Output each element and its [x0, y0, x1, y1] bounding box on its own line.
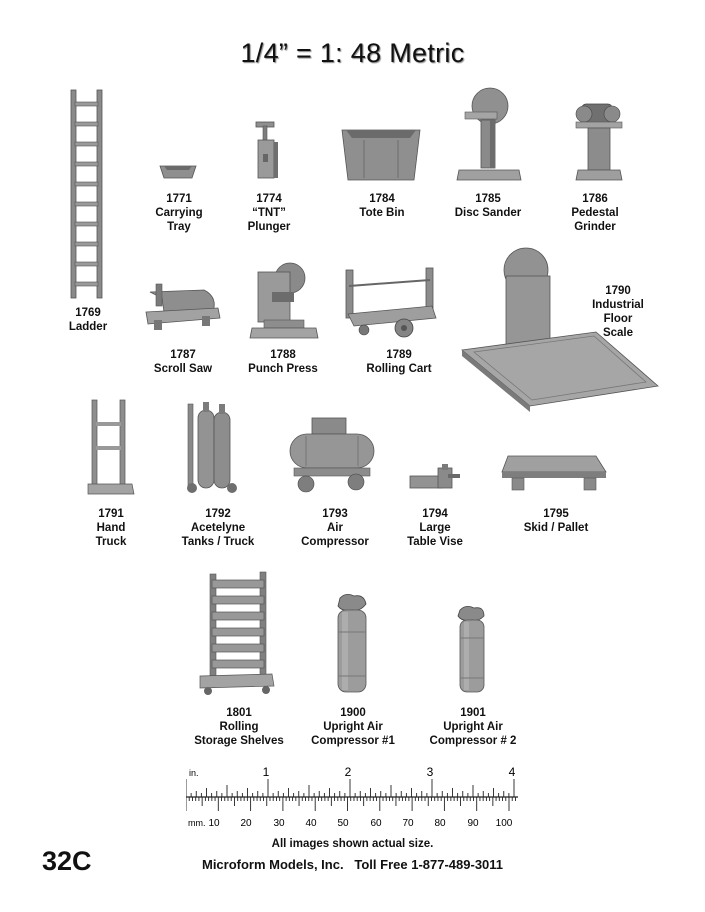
ruler-inch-unit: in. [189, 768, 199, 778]
pedestal-grinder-image [572, 100, 626, 182]
ruler-inch-label-1: 1 [262, 765, 270, 779]
label-1787: 1787 Scroll Saw [153, 349, 213, 375]
ruler-inch-label-2: 2 [344, 765, 352, 779]
label-1771: 1771 Carrying Tray [155, 193, 203, 233]
ruler-inch-label-3: 3 [426, 765, 434, 779]
label-1774: 1774 “TNT” Plunger [247, 193, 291, 233]
tote-bin-image [340, 124, 422, 182]
actual-size-note: All images shown actual size. [271, 838, 434, 850]
scroll-saw-image [144, 282, 222, 332]
label-1784: 1784 Tote Bin [359, 193, 405, 219]
ladder-image [68, 90, 108, 300]
hand-truck-image [86, 398, 136, 496]
upright-air-compressor-1-image [330, 592, 374, 694]
page-number: 32C [42, 846, 92, 876]
disc-sander-image [455, 86, 525, 182]
ruler-mm-label-50: 50 [337, 818, 349, 829]
tnt-plunger-image [254, 120, 280, 182]
ruler-mm-label-80: 80 [434, 818, 446, 829]
ruler-mm-label-90: 90 [467, 818, 479, 829]
label-1769: 1769 Ladder [68, 307, 108, 333]
label-1793: 1793 Air Compressor [301, 508, 369, 548]
ruler-mm-label-60: 60 [370, 818, 382, 829]
label-1786: 1786 Pedestal Grinder [571, 193, 619, 233]
label-1900: 1900 Upright Air Compressor #1 [311, 707, 395, 747]
label-1801: 1801 Rolling Storage Shelves [194, 707, 284, 747]
label-1790: 1790 Industrial Floor Scale [592, 285, 644, 339]
label-1794: 1794 Large Table Vise [407, 508, 463, 548]
ruler-ticks [186, 779, 515, 811]
ruler-mm-label-100: 100 [495, 818, 513, 829]
carrying-tray-image [158, 162, 198, 182]
ruler-mm-label-30: 30 [273, 818, 285, 829]
label-1792: 1792 Acetelyne Tanks / Truck [181, 508, 255, 548]
ruler-inch-label-4: 4 [508, 765, 516, 779]
ruler-mm-label-10: 10 [208, 818, 220, 829]
rolling-storage-shelves-image [198, 570, 276, 696]
acetelyne-tanks-truck-image [184, 398, 238, 496]
air-compressor-image [286, 416, 378, 494]
label-1795: 1795 Skid / Pallet [523, 508, 589, 534]
ruler-mm-unit: mm. [188, 818, 206, 828]
page-title: 1/4” = 1: 48 Metric [240, 38, 465, 68]
ruler-mm-label-40: 40 [305, 818, 317, 829]
large-table-vise-image [408, 462, 462, 494]
rolling-cart-image [344, 266, 440, 340]
label-1901: 1901 Upright Air Compressor # 2 [429, 707, 517, 747]
company-footer: Microform Models, Inc. Toll Free 1-877-489-3011 [201, 857, 504, 872]
label-1789: 1789 Rolling Cart [366, 349, 432, 375]
label-1791: 1791 Hand Truck [95, 508, 127, 548]
ruler-mm-label-70: 70 [402, 818, 414, 829]
upright-air-compressor-2-image [452, 604, 492, 694]
ruler-mm-label-20: 20 [240, 818, 252, 829]
skid-pallet-image [500, 452, 610, 494]
label-1788: 1788 Punch Press [248, 349, 318, 375]
scale-ruler [186, 764, 520, 830]
label-1785: 1785 Disc Sander [454, 193, 522, 219]
punch-press-image [250, 262, 320, 340]
